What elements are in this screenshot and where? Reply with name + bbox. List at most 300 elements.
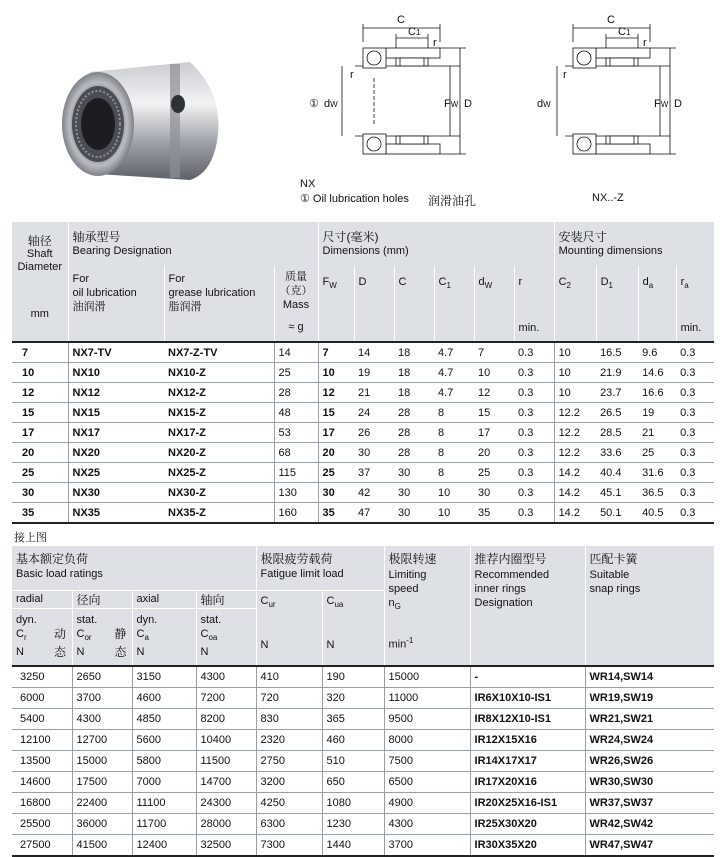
table-row	[12, 383, 714, 403]
cor-header	[72, 608, 132, 666]
cell-limiting-speed: 9500	[384, 709, 470, 730]
cell-limiting-speed: 4900	[384, 793, 470, 814]
cell-shaft: 20	[12, 443, 68, 463]
cell-cr: 12100	[12, 730, 72, 751]
load-ratings-body	[12, 666, 714, 856]
cell-mass: 130	[274, 483, 318, 503]
cell-cr: 14600	[12, 772, 72, 793]
mount-header-en: Mounting dimensions	[558, 245, 663, 257]
cell-c: 18	[394, 342, 434, 363]
oil-header-cn: 油润滑	[72, 301, 106, 313]
cell-inner-ring: IR12X15X16	[470, 730, 585, 751]
ca-header	[132, 608, 196, 666]
cell-cr: 25500	[12, 814, 72, 835]
cell-d: 19	[354, 363, 394, 383]
nxz-section-diagram	[535, 8, 720, 178]
cell-da: 40.5	[638, 503, 676, 524]
cell-mass: 160	[274, 503, 318, 524]
dim-dw-label: d	[324, 98, 331, 110]
cell-c: 30	[394, 483, 434, 503]
cell-d1: 50.1	[596, 503, 638, 524]
fw-main: F	[322, 276, 330, 288]
cell-snap-ring: WR42,SW42	[585, 814, 714, 835]
cell-ca: 5800	[132, 751, 196, 772]
shaft-header	[12, 222, 68, 342]
cell-da: 16.6	[638, 383, 676, 403]
cell-ra: 0.3	[676, 483, 714, 503]
cell-limiting-speed: 4300	[384, 814, 470, 835]
coa-header	[196, 608, 256, 666]
bearing-photo	[50, 42, 230, 192]
grease-header-cn: 脂润滑	[168, 301, 202, 313]
cell-ca: 12400	[132, 835, 196, 857]
ra-sub: a	[684, 281, 689, 291]
min-unit: min	[388, 638, 407, 651]
cell-inner-ring: IR30X35X20	[470, 835, 585, 857]
d1-header	[596, 266, 638, 342]
cell-inner-ring: -	[470, 666, 585, 688]
cell-dw: 35	[474, 503, 514, 524]
cell-d1: 40.4	[596, 463, 638, 483]
nxz-caption-type: NX..-Z	[592, 192, 624, 204]
continued-label: 接上图	[14, 532, 47, 544]
cell-ra: 0.3	[676, 423, 714, 443]
cell-mass: 53	[274, 423, 318, 443]
cell-ca: 11100	[132, 793, 196, 814]
snap-header-en2: snap rings	[589, 583, 641, 595]
svg-text:dW	[537, 98, 551, 110]
ra-main: r	[680, 276, 685, 288]
c2-sub: 2	[566, 281, 571, 291]
dim-c-label: C	[607, 14, 615, 26]
cell-limiting-speed: 6500	[384, 772, 470, 793]
r-header	[514, 266, 554, 342]
cell-d: 37	[354, 463, 394, 483]
cell-cor: 17500	[72, 772, 132, 793]
cell-dw: 10	[474, 363, 514, 383]
mass-header-cn2: （克）	[279, 285, 313, 297]
table-row	[12, 403, 714, 423]
cor-stat: stat.	[76, 613, 98, 626]
cell-da: 9.6	[638, 342, 676, 363]
da-main: d	[642, 276, 649, 288]
cell-c1: 10	[434, 503, 474, 524]
dim-fw-sub: W	[450, 100, 459, 109]
cell-c2: 10	[554, 342, 596, 363]
cur-header	[256, 590, 322, 666]
svg-text:dW	[324, 98, 338, 110]
cell-d: 30	[354, 443, 394, 463]
cell-ra: 0.3	[676, 363, 714, 383]
cell-cua: 510	[322, 751, 384, 772]
cell-grease-designation: NX12-Z	[164, 383, 274, 403]
cell-ca: 3150	[132, 666, 196, 688]
snap-header-cn: 匹配卡簧	[589, 552, 638, 566]
cell-grease-designation: NX20-Z	[164, 443, 274, 463]
cell-oil-designation: NX25	[68, 463, 164, 483]
svg-text:C1	[408, 26, 421, 38]
cell-limiting-speed: 7500	[384, 751, 470, 772]
cr-main: C	[16, 627, 24, 640]
cell-c: 18	[394, 363, 434, 383]
cell-d1: 33.6	[596, 443, 638, 463]
inner-header-en3: Designation	[474, 597, 533, 609]
axial-cn-label: 轴向	[196, 590, 256, 608]
cell-r: 0.3	[514, 443, 554, 463]
dw-main: d	[478, 276, 485, 288]
cell-da: 14.6	[638, 363, 676, 383]
fatigue-header-cn: 极限疲劳载荷	[260, 552, 333, 566]
cell-d1: 26.5	[596, 403, 638, 423]
mass-unit: ≈ g	[288, 321, 304, 333]
cell-r: 0.3	[514, 483, 554, 503]
cell-cur: 410	[256, 666, 322, 688]
cell-c2: 14.2	[554, 463, 596, 483]
cell-r: 0.3	[514, 342, 554, 363]
cell-cor: 3700	[72, 688, 132, 709]
cell-d: 21	[354, 383, 394, 403]
cell-mass: 115	[274, 463, 318, 483]
cell-r: 0.3	[514, 463, 554, 483]
cell-fw: 25	[318, 463, 354, 483]
cell-snap-ring: WR26,SW26	[585, 751, 714, 772]
cell-coa: 8200	[196, 709, 256, 730]
cell-cor: 41500	[72, 835, 132, 857]
cell-coa: 10400	[196, 730, 256, 751]
cell-ca: 7000	[132, 772, 196, 793]
cell-dw: 12	[474, 383, 514, 403]
cell-snap-ring: WR21,SW21	[585, 709, 714, 730]
nx-caption-type: NX	[300, 178, 316, 190]
cell-cor: 15000	[72, 751, 132, 772]
cell-da: 31.6	[638, 463, 676, 483]
cell-cur: 830	[256, 709, 322, 730]
ra-header	[676, 266, 714, 342]
dim-d-label: D	[464, 98, 472, 110]
cell-oil-designation: NX17	[68, 423, 164, 443]
ca-sub: a	[144, 632, 149, 642]
bearing-header-cn: 轴承型号	[72, 230, 121, 244]
cell-inner-ring: IR6X10X10-IS1	[470, 688, 585, 709]
cell-cua: 365	[322, 709, 384, 730]
dim-c1-label: C	[408, 26, 416, 38]
c1-header	[434, 266, 474, 342]
cell-cua: 650	[322, 772, 384, 793]
ra-unit: min.	[680, 322, 702, 335]
cell-cr: 5400	[12, 709, 72, 730]
dw-header	[474, 266, 514, 342]
cell-grease-designation: NX10-Z	[164, 363, 274, 383]
dim-fw-sub: W	[660, 100, 669, 109]
cell-c1: 8	[434, 443, 474, 463]
cell-oil-designation: NX30	[68, 483, 164, 503]
cell-c2: 12.2	[554, 403, 596, 423]
dims-header-en: Dimensions (mm)	[322, 245, 409, 257]
cell-da: 25	[638, 443, 676, 463]
table-row	[12, 363, 714, 383]
fatigue-header	[256, 546, 384, 590]
cell-d1: 16.5	[596, 342, 638, 363]
cell-oil-designation: NX15	[68, 403, 164, 423]
cell-ra: 0.3	[676, 463, 714, 483]
cell-c1: 8	[434, 423, 474, 443]
cell-shaft: 10	[12, 363, 68, 383]
bearing-dimensions-table	[12, 222, 714, 524]
speed-header-en2: speed	[388, 583, 419, 595]
min-sup: -1	[406, 636, 414, 646]
bearing-header-en: Bearing Designation	[72, 245, 172, 257]
cur-unit: N	[260, 638, 269, 651]
cell-mass: 14	[274, 342, 318, 363]
mount-header-cn: 安装尺寸	[558, 230, 607, 244]
cell-shaft: 30	[12, 483, 68, 503]
cell-c1: 8	[434, 463, 474, 483]
cell-snap-ring: WR37,SW37	[585, 793, 714, 814]
inner-header-cn: 推荐内圈型号	[474, 552, 547, 566]
svg-text:FW	[444, 98, 459, 110]
cell-cua: 1080	[322, 793, 384, 814]
cell-ca: 5600	[132, 730, 196, 751]
cell-d: 26	[354, 423, 394, 443]
cell-oil-designation: NX20	[68, 443, 164, 463]
cell-ca: 4850	[132, 709, 196, 730]
dim-c-label: C	[397, 14, 405, 26]
cell-shaft: 35	[12, 503, 68, 524]
cell-da: 36.5	[638, 483, 676, 503]
cell-mass: 28	[274, 383, 318, 403]
cell-cr: 6000	[12, 688, 72, 709]
cell-cua: 1440	[322, 835, 384, 857]
cr-tai: 态	[54, 644, 67, 659]
cell-r: 0.3	[514, 403, 554, 423]
cell-grease-designation: NX15-Z	[164, 403, 274, 423]
table-row	[12, 443, 714, 463]
dim-fw-label: F	[654, 98, 661, 110]
table-row	[12, 835, 714, 857]
grease-header-en1: For	[168, 273, 185, 285]
axial-label: axial	[132, 590, 196, 608]
mass-header	[274, 266, 318, 342]
cr-unit: N	[16, 645, 24, 658]
oil-header-en2: oil lubrication	[72, 287, 137, 299]
table-row	[12, 814, 714, 835]
cell-cua: 320	[322, 688, 384, 709]
cell-c1: 4.7	[434, 383, 474, 403]
cell-d1: 23.7	[596, 383, 638, 403]
bearing-dimensions-body	[12, 342, 714, 523]
cell-c2: 14.2	[554, 503, 596, 524]
cell-c2: 12.2	[554, 423, 596, 443]
cell-coa: 4300	[196, 666, 256, 688]
cell-mass: 25	[274, 363, 318, 383]
dims-header-cn: 尺寸(毫米)	[322, 230, 379, 244]
cell-fw: 35	[318, 503, 354, 524]
cell-ra: 0.3	[676, 443, 714, 463]
cell-c1: 10	[434, 483, 474, 503]
cell-c: 18	[394, 383, 434, 403]
c1-main: C	[438, 276, 447, 288]
oil-header-en1: For	[72, 273, 89, 285]
table-row	[12, 423, 714, 443]
cell-c1: 8	[434, 403, 474, 423]
cell-cur: 6300	[256, 814, 322, 835]
c2-header	[554, 266, 596, 342]
c1-sub: 1	[446, 281, 451, 291]
grease-header-en2: grease lubrication	[168, 287, 256, 299]
dim-d-label: D	[674, 98, 682, 110]
cell-inner-ring: IR20X25X16-IS1	[470, 793, 585, 814]
c2-main: C	[558, 276, 567, 288]
c-header: C	[394, 266, 434, 342]
mount-header	[554, 222, 714, 266]
dim-c1-label: C	[618, 26, 626, 38]
cell-dw: 17	[474, 423, 514, 443]
cor-unit: N	[76, 645, 85, 658]
cr-sub: r	[23, 632, 27, 642]
cell-ra: 0.3	[676, 503, 714, 524]
cell-fw: 20	[318, 443, 354, 463]
cell-cua: 1230	[322, 814, 384, 835]
cell-inner-ring: IR17X20X16	[470, 772, 585, 793]
cell-c: 28	[394, 403, 434, 423]
cell-fw: 12	[318, 383, 354, 403]
table-row	[12, 751, 714, 772]
nx-caption-note: ① Oil lubrication holes	[300, 193, 409, 205]
ng-main: n	[388, 597, 395, 609]
cell-ra: 0.3	[676, 403, 714, 423]
cell-c2: 14.2	[554, 483, 596, 503]
svg-text:FW	[654, 98, 669, 110]
cell-fw: 30	[318, 483, 354, 503]
da-sub: a	[648, 281, 654, 291]
cell-cr: 13500	[12, 751, 72, 772]
r-main: r	[518, 276, 523, 288]
cell-cr: 3250	[12, 666, 72, 688]
cua-unit: N	[326, 638, 335, 651]
cr-dong: 动	[54, 626, 67, 641]
cell-c2: 12.2	[554, 443, 596, 463]
cell-cur: 4250	[256, 793, 322, 814]
cell-da: 19	[638, 403, 676, 423]
cell-r: 0.3	[514, 423, 554, 443]
table-row	[12, 342, 714, 363]
inner-header-en1: Recommended	[474, 569, 550, 581]
cell-fw: 17	[318, 423, 354, 443]
cell-d1: 45.1	[596, 483, 638, 503]
fw-header	[318, 266, 354, 342]
cell-coa: 14700	[196, 772, 256, 793]
table-row	[12, 772, 714, 793]
coa-main: C	[200, 627, 209, 640]
cell-grease-designation: NX35-Z	[164, 503, 274, 524]
cell-snap-ring: WR30,SW30	[585, 772, 714, 793]
cell-c: 30	[394, 503, 434, 524]
da-header	[638, 266, 676, 342]
cur-main: C	[260, 594, 269, 607]
cell-coa: 7200	[196, 688, 256, 709]
speed-header-cn: 极限转速	[388, 552, 437, 566]
cell-cor: 36000	[72, 814, 132, 835]
cell-snap-ring: WR24,SW24	[585, 730, 714, 751]
cell-shaft: 12	[12, 383, 68, 403]
cell-d1: 21.9	[596, 363, 638, 383]
cell-r: 0.3	[514, 383, 554, 403]
cell-shaft: 25	[12, 463, 68, 483]
cell-oil-designation: NX12	[68, 383, 164, 403]
table-row	[12, 793, 714, 814]
dim-r-side-label: r	[563, 69, 567, 81]
cell-oil-designation: NX7-TV	[68, 342, 164, 363]
cur-sub: ur	[268, 599, 276, 609]
dim-c1-sub: 1	[415, 28, 421, 37]
cell-grease-designation: NX7-Z-TV	[164, 342, 274, 363]
coa-stat: stat.	[200, 613, 222, 626]
cell-dw: 7	[474, 342, 514, 363]
table-row	[12, 463, 714, 483]
cor-main: C	[76, 627, 85, 640]
cell-oil-designation: NX10	[68, 363, 164, 383]
mass-header-cn1: 质量	[285, 271, 308, 283]
cell-inner-ring: IR25X30X20	[470, 814, 585, 835]
cell-shaft: 17	[12, 423, 68, 443]
cell-cur: 3200	[256, 772, 322, 793]
cell-cur: 2320	[256, 730, 322, 751]
cell-c1: 4.7	[434, 342, 474, 363]
cell-d: 24	[354, 403, 394, 423]
cell-dw: 20	[474, 443, 514, 463]
cua-main: C	[326, 594, 335, 607]
nx-caption-note-cn: 润滑油孔	[428, 194, 477, 208]
cell-grease-designation: NX30-Z	[164, 483, 274, 503]
cell-cur: 2750	[256, 751, 322, 772]
basic-header-en: Basic load ratings	[16, 568, 103, 580]
dims-header	[318, 222, 554, 266]
mass-header-en: Mass	[282, 299, 310, 311]
cell-coa: 24300	[196, 793, 256, 814]
cell-ra: 0.3	[676, 342, 714, 363]
radial-label: radial	[12, 590, 72, 608]
speed-header	[384, 546, 470, 666]
radial-cn-label: 径向	[72, 590, 132, 608]
shaft-unit: mm	[30, 308, 49, 320]
cell-grease-designation: NX17-Z	[164, 423, 274, 443]
cell-ca: 4600	[132, 688, 196, 709]
dim-r-top-label: r	[433, 37, 437, 49]
basic-header-cn: 基本额定负荷	[16, 552, 89, 566]
cell-fw: 7	[318, 342, 354, 363]
cell-shaft: 7	[12, 342, 68, 363]
table-row	[12, 666, 714, 688]
table-row	[12, 730, 714, 751]
cell-shaft: 15	[12, 403, 68, 423]
cell-da: 21	[638, 423, 676, 443]
cell-snap-ring: WR19,SW19	[585, 688, 714, 709]
dim-r-side-label: r	[350, 69, 354, 81]
table-row	[12, 503, 714, 524]
inner-ring-header	[470, 546, 585, 666]
cell-fw: 15	[318, 403, 354, 423]
cell-limiting-speed: 15000	[384, 666, 470, 688]
bearing-header	[68, 222, 318, 266]
dim-c1-sub: 1	[625, 28, 631, 37]
dim-dw-label: d	[537, 98, 544, 110]
cell-coa: 11500	[196, 751, 256, 772]
cell-dw: 25	[474, 463, 514, 483]
cell-mass: 48	[274, 403, 318, 423]
cell-cua: 190	[322, 666, 384, 688]
speed-header-en1: Limiting	[388, 569, 427, 581]
cell-grease-designation: NX25-Z	[164, 463, 274, 483]
